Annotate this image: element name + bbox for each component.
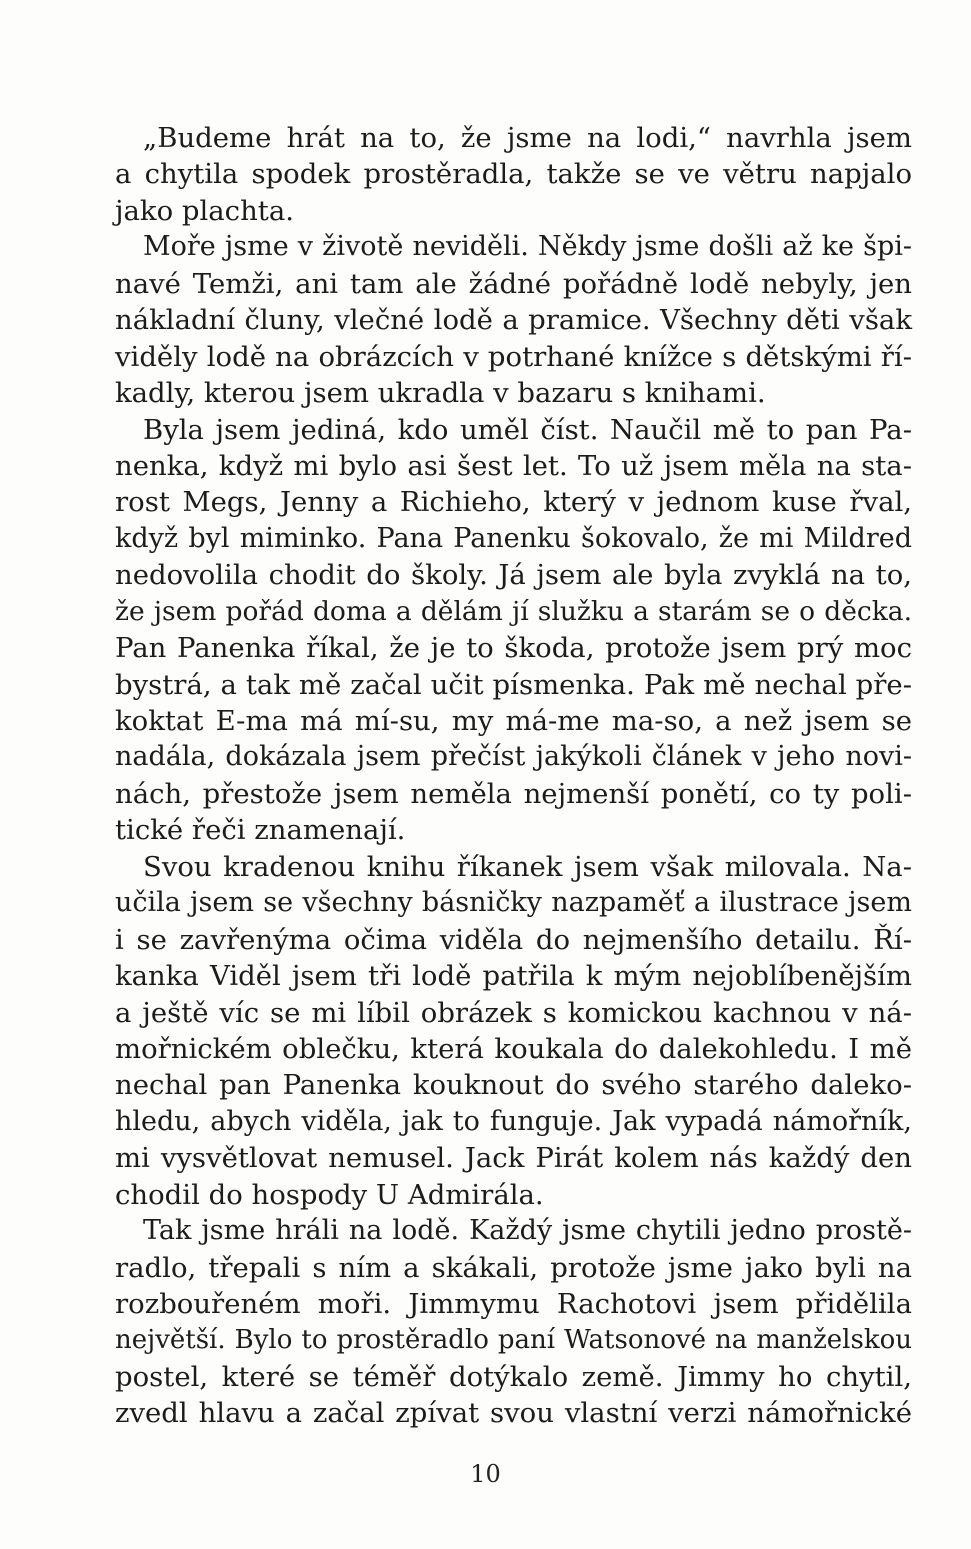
text-line: Byla jsem jediná, kdo uměl číst. Naučil mě to pan Pa- <box>143 413 912 446</box>
text-line: a ještě víc se mi líbil obrázek s komickou kachnou v ná- <box>115 996 912 1029</box>
text-line: bystrá, a tak mě začal učit písmenka. Pak mě nechal pře- <box>115 668 912 701</box>
text-line: nadála, dokázala jsem přečíst jakýkoli článek v jeho novi- <box>115 741 912 773</box>
text-line: když byl miminko. Pana Panenku šokovalo, že mi Mildred <box>115 522 912 554</box>
text-line: rost Megs, Jenny a Richieho, který v jednom kuse řval, <box>115 486 912 519</box>
text-line: jako plachta. <box>115 194 294 227</box>
text-line: chodil do hospody U Admirála. <box>115 1178 544 1211</box>
text-line: Moře jsme v životě neviděli. Někdy jsme došli až ke špi- <box>143 231 912 263</box>
text-line: koktat E-ma má mí-su, my má-me ma-so, a než jsem se <box>115 705 912 737</box>
text-line: mořnickém oblečku, která koukala do dalekohledu. I mě <box>115 1032 912 1065</box>
text-line: nách, přestože jsem neměla nejmenší ponětí, co ty poli- <box>115 777 912 810</box>
text-line: kanka Viděl jsem tři lodě patřila k mým nejoblíbenějším <box>115 960 912 993</box>
text-line: rozbouřeném moři. Jimmymu Rachotovi jsem přidělila <box>115 1288 912 1320</box>
text-line: Pan Panenka říkal, že je to škoda, protože jsem prý moc <box>115 632 912 665</box>
text-line: zvedl hlavu a začal zpívat svou vlastní verzi námořnické <box>115 1397 912 1430</box>
text-line: tické řeči znamenají. <box>115 814 406 847</box>
text-line: „Budeme hrát na to, že jsme na lodi,“ navrhla jsem <box>143 122 912 154</box>
text-line: největší. Bylo to prostěradlo paní Watsonové na manželskou <box>115 1325 912 1356</box>
text-line: že jsem pořád doma a dělám jí služku a starám se o děcka. <box>115 595 912 627</box>
text-line: viděly lodě na obrázcích v potrhané knížce s dětskými ří- <box>115 340 912 373</box>
text-line: a chytila spodek prostěradla, takže se ve větru napjalo <box>115 158 912 191</box>
text-line: nechal pan Panenka kouknout do svého starého daleko- <box>115 1069 912 1102</box>
text-line: i se zavřenýma očima viděla do nejmenšího detailu. Ří- <box>115 923 912 956</box>
text-line: hledu, abych viděla, jak to funguje. Jak vypadá námořník, <box>115 1105 912 1137</box>
text-line: nenka, když mi bylo asi šest let. To už jsem měla na sta- <box>115 449 912 482</box>
text-line: učila jsem se všechny básničky nazpaměť a ilustrace jsem <box>115 887 912 919</box>
text-line: kadly, kterou jsem ukradla v bazaru s knihami. <box>115 377 766 410</box>
text-line: Tak jsme hráli na lodě. Každý jsme chytili jedno prostě- <box>143 1215 912 1247</box>
text-line: postel, které se téměř dotýkalo země. Jimmy ho chytil, <box>115 1360 912 1393</box>
text-line: mi vysvětlovat nemusel. Jack Pirát kolem nás každý den <box>115 1142 912 1175</box>
text-line: nedovolila chodit do školy. Já jsem ale byla zvyklá na to, <box>115 559 912 592</box>
text-line: Svou kradenou knihu říkanek jsem však milovala. Na- <box>143 850 912 883</box>
body-text <box>115 120 912 1432</box>
text-line: radlo, třepali s ním a skákali, protože jsme jako byli na <box>115 1251 912 1284</box>
page-number: 10 <box>470 1460 501 1488</box>
text-line: nákladní čluny, vlečné lodě a pramice. Všechny děti však <box>115 304 912 337</box>
text-line: navé Temži, ani tam ale žádné pořádně lodě nebyly, jen <box>115 267 912 300</box>
